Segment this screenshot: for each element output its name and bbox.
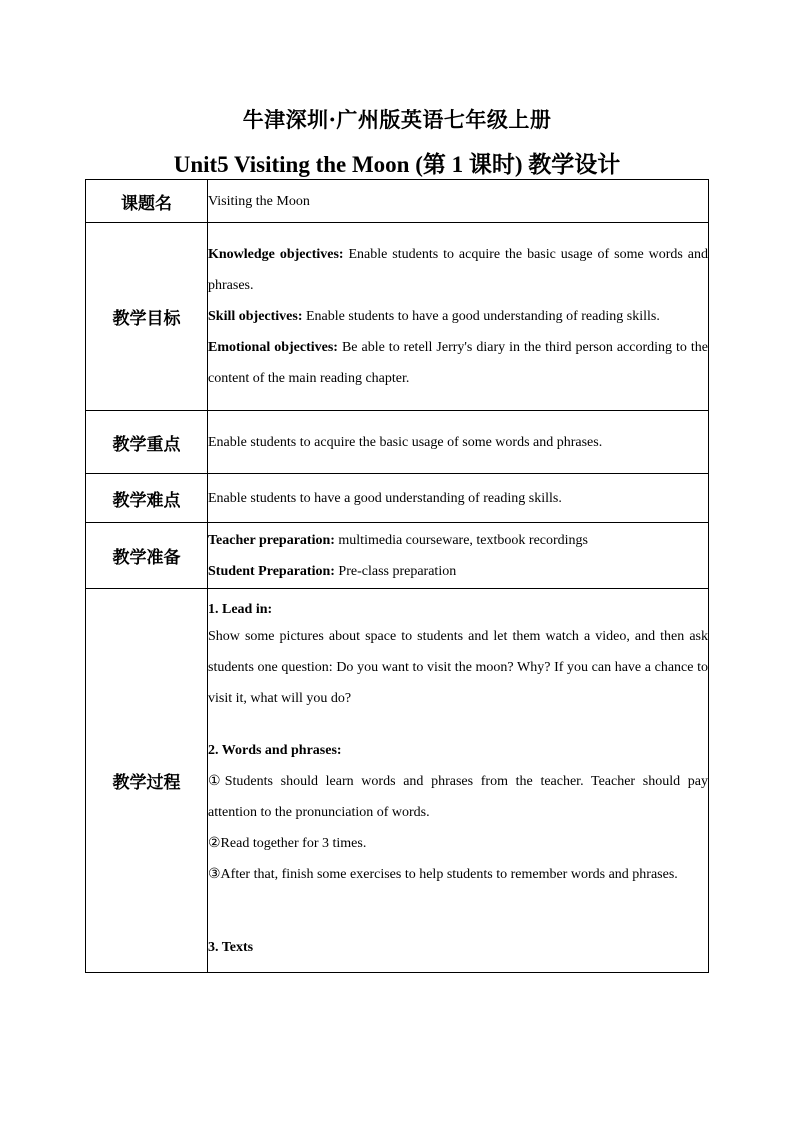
teacher-preparation-text: multimedia courseware, textbook recordings: [334, 532, 588, 548]
emotional-objective-label: Emotional objectives:: [208, 340, 338, 355]
table-row-objectives: [86, 223, 709, 411]
words-heading: 2. Words and phrases:: [208, 742, 342, 758]
emotional-objective-text: Be able to retell Jerry's diary in the third person according to the content of the main reading chapter.: [208, 340, 708, 386]
skill-objective: [208, 301, 708, 332]
topic-label: 课题名: [86, 180, 208, 223]
student-preparation: [208, 556, 708, 587]
knowledge-objective-text: Enable students to acquire the basic usage of some words and phrases.: [208, 247, 708, 293]
process-content: [208, 589, 709, 973]
objectives-content: [208, 223, 709, 411]
document-title: 牛津深圳·广州版英语七年级上册: [242, 107, 552, 132]
table-row-topic: [86, 180, 709, 223]
spacer: [208, 714, 708, 735]
lesson-plan-table: [85, 179, 709, 973]
student-preparation-label: Student Preparation:: [208, 563, 335, 579]
emotional-objective: [208, 332, 708, 394]
teacher-preparation-label: Teacher preparation:: [208, 532, 335, 548]
texts-heading: 3. Texts: [208, 939, 254, 955]
student-preparation-text: Pre-class preparation: [334, 563, 457, 579]
teacher-preparation: [208, 525, 708, 556]
lead-in-heading: 1. Lead in:: [208, 601, 273, 617]
key-points-value: Enable students to acquire the basic usage of some words and phrases.: [208, 411, 709, 474]
words-step-1: ①Students should learn words and phrases from the teacher. Teacher should pay attention to the pronunciation of words.: [208, 773, 708, 820]
words-step-3: ③After that, finish some exercises to help students to remember words and phrases.: [208, 866, 678, 882]
table-row-difficulties: [86, 474, 709, 523]
lead-in-text: Show some pictures about space to students and let them watch a video, and then ask students one question: Do you want to visit the moon? Why? If you can have a chance to visit it, what will you do?: [208, 628, 708, 706]
key-points-label: 教学重点: [86, 411, 208, 474]
difficulties-label: 教学难点: [86, 474, 208, 523]
spacer: [208, 890, 708, 911]
topic-value: Visiting the Moon: [208, 180, 709, 223]
knowledge-objective-label: Knowledge objectives:: [208, 247, 344, 262]
knowledge-objective: [208, 239, 708, 301]
preparation-label: 教学准备: [86, 523, 208, 589]
table-row-process: [86, 589, 709, 973]
document-subtitle: Unit5 Visiting the Moon (第 1 课时) 教学设计: [173, 152, 621, 177]
table-row-preparation: [86, 523, 709, 589]
spacer: [208, 911, 708, 932]
table-row-key-points: [86, 411, 709, 474]
preparation-content: [208, 523, 709, 589]
skill-objective-text: Enable students to have a good understanding of reading skills.: [302, 309, 660, 324]
skill-objective-label: Skill objectives:: [208, 309, 303, 324]
process-label: 教学过程: [86, 589, 208, 973]
objectives-label: 教学目标: [86, 223, 208, 411]
words-step-2: ②Read together for 3 times.: [208, 835, 367, 851]
difficulties-value: Enable students to have a good understanding of reading skills.: [208, 474, 709, 523]
